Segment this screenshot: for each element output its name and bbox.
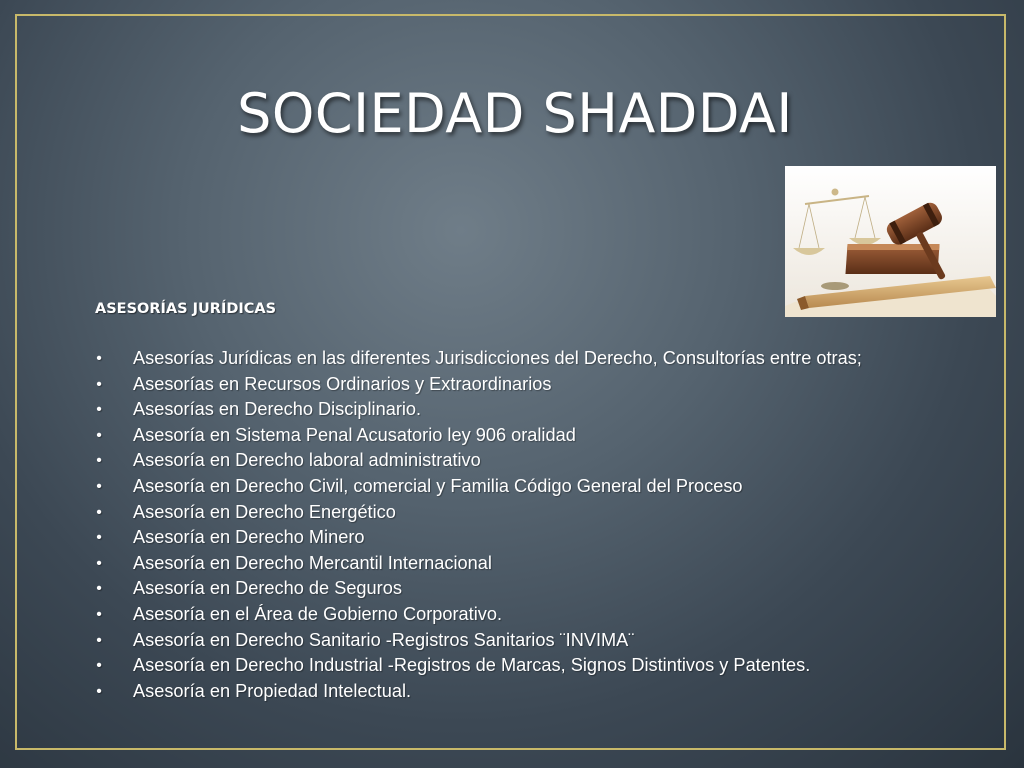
list-item-text: Asesorías en Recursos Ordinarios y Extraordinarios bbox=[133, 373, 552, 394]
list-item bbox=[92, 653, 972, 679]
list-item-text: Asesoría en Derecho laboral administrativo bbox=[133, 450, 481, 471]
list-item-text: Asesoría en Derecho de Seguros bbox=[133, 578, 402, 599]
list-item-text: Asesoría en Derecho Mercantil Internacional bbox=[133, 552, 492, 573]
list-item bbox=[92, 576, 972, 602]
list-item-text: Asesoría en Derecho Minero bbox=[133, 527, 365, 548]
list-item bbox=[92, 551, 972, 577]
bullet-icon: • bbox=[96, 580, 102, 598]
services-list bbox=[92, 346, 972, 704]
bullet-icon: • bbox=[96, 554, 102, 572]
list-item-text: Asesoría en Derecho Civil, comercial y Familia Código General del Proceso bbox=[133, 475, 743, 496]
list-item-text: Asesoría en Sistema Penal Acusatorio ley 906 oralidad bbox=[133, 424, 576, 445]
list-item bbox=[92, 423, 972, 449]
list-item-text: Asesoría en Propiedad Intelectual. bbox=[133, 680, 412, 701]
list-item-text: Asesoría en Derecho Energético bbox=[133, 501, 396, 522]
justice-scales-gavel-illustration bbox=[785, 166, 996, 317]
bullet-icon: • bbox=[96, 375, 102, 393]
list-item-text: Asesoría en Derecho Sanitario -Registros Sanitarios ¨INVIMA¨ bbox=[133, 629, 635, 650]
list-item bbox=[92, 372, 972, 398]
justice-scales-gavel-image bbox=[785, 166, 996, 317]
list-item bbox=[92, 628, 972, 654]
bullet-icon: • bbox=[96, 503, 102, 521]
bullet-icon: • bbox=[96, 529, 102, 547]
list-item-text: Asesoría en Derecho Industrial -Registros de Marcas, Signos Distintivos y Patentes. bbox=[133, 655, 811, 676]
list-item bbox=[92, 500, 972, 526]
list-item bbox=[92, 474, 972, 500]
list-item bbox=[92, 448, 972, 474]
list-item-text: Asesorías Jurídicas en las diferentes Jurisdicciones del Derecho, Consultorías entre otras; bbox=[133, 348, 862, 368]
list-item bbox=[92, 397, 972, 423]
bullet-icon: • bbox=[96, 682, 102, 700]
bullet-icon: • bbox=[96, 452, 102, 470]
bullet-icon: • bbox=[96, 631, 102, 649]
list-item bbox=[92, 525, 972, 551]
slide-title: SOCIEDAD SHADDAI bbox=[237, 82, 793, 145]
bullet-icon: • bbox=[96, 477, 102, 495]
bullet-icon: • bbox=[96, 350, 102, 367]
list-item bbox=[92, 346, 972, 372]
list-item-text: Asesoría en el Área de Gobierno Corporativo. bbox=[133, 603, 503, 624]
list-item bbox=[92, 679, 972, 705]
list-item-text: Asesorías en Derecho Disciplinario. bbox=[133, 399, 422, 420]
bullet-icon: • bbox=[96, 657, 102, 675]
bullet-icon: • bbox=[96, 605, 102, 623]
bullet-icon: • bbox=[96, 401, 102, 419]
list-item bbox=[92, 602, 972, 628]
bullet-icon: • bbox=[96, 426, 102, 444]
section-heading: ASESORÍAS JURÍDICAS bbox=[95, 301, 277, 317]
